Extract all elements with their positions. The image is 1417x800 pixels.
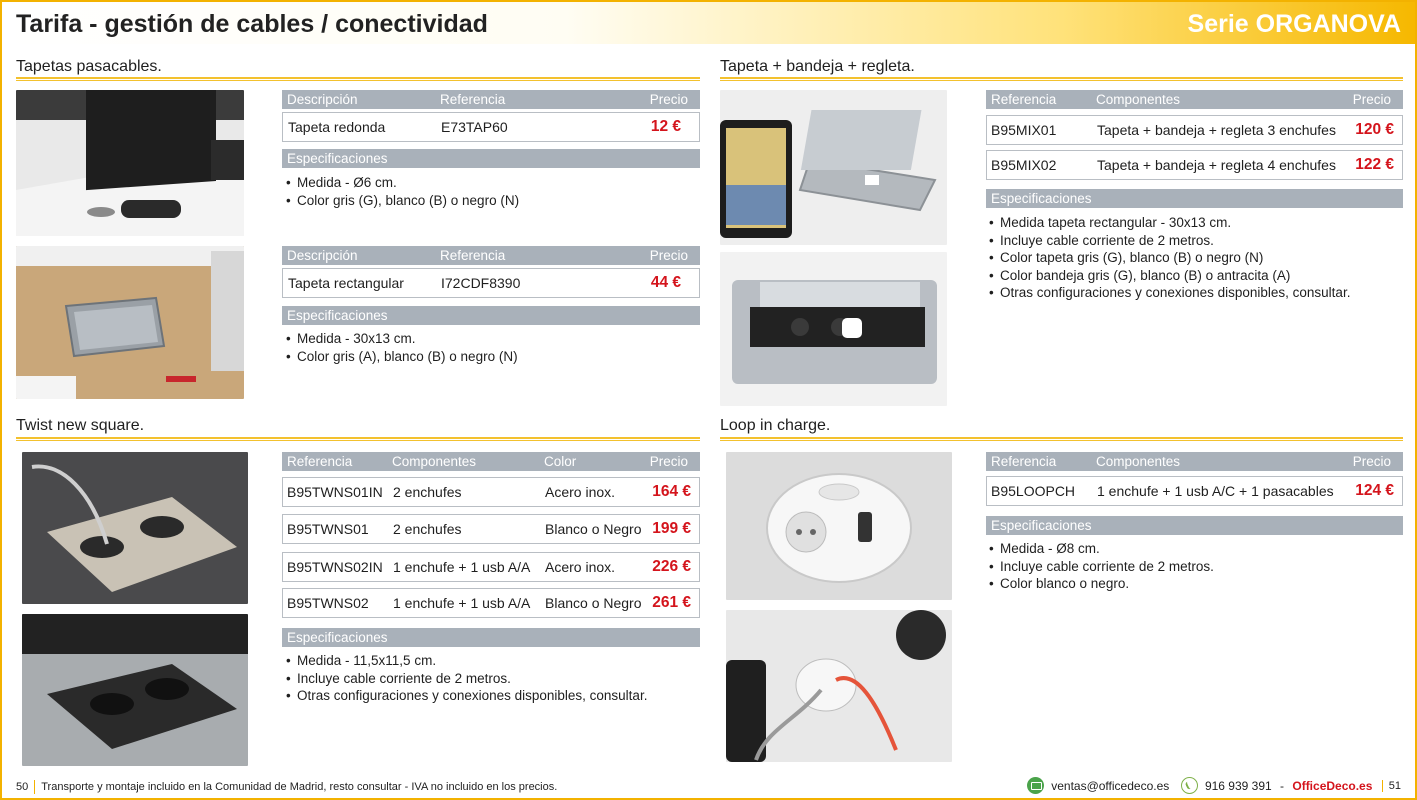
footer-brand[interactable]: OfficeDeco.es: [1292, 778, 1373, 793]
cell-referencia: B95MIX01: [991, 122, 1057, 138]
footer-phone[interactable]: 916 939 391: [1204, 778, 1272, 793]
series-title: Serie ORGANOVA: [1187, 10, 1401, 38]
section-rule: [720, 437, 1403, 441]
cell-componentes: Tapeta + bandeja + regleta 4 enchufes: [1097, 157, 1336, 173]
section-rule: [16, 437, 700, 441]
cell-precio: 44 €: [650, 274, 681, 291]
cell-precio: 122 €: [1355, 156, 1394, 173]
col-precio: Precio: [649, 92, 688, 107]
col-componentes: Componentes: [1096, 92, 1181, 107]
page-number-left: 50: [16, 780, 29, 793]
spec-item: • Medida - Ø8 cm.: [989, 540, 1214, 558]
page-number-right: 51: [1382, 780, 1401, 792]
spec-list: [989, 540, 1214, 593]
spec-item: • Incluye cable corriente de 2 metros.: [989, 558, 1214, 576]
cell-precio: 226 €: [652, 558, 691, 575]
cell-referencia: I72CDF8390: [441, 275, 521, 291]
spec-item: • Otras configuraciones y conexiones disponibles, consultar.: [286, 687, 647, 705]
spec-item: • Color blanco o negro.: [989, 575, 1214, 593]
cell-precio: 164 €: [652, 483, 691, 500]
photo-round-grommet: [16, 90, 244, 236]
section-title-twist: Twist new square.: [16, 417, 145, 434]
footer-note: Transporte y montaje incluido en la Comunidad de Madrid, resto consultar - IVA no incluido en los precios.: [41, 780, 558, 793]
cell-componentes: Tapeta + bandeja + regleta 3 enchufes: [1097, 122, 1336, 138]
col-referencia: Referencia: [287, 454, 353, 469]
spec-item: • Medida - 11,5x11,5 cm.: [286, 652, 647, 670]
photo-twist-black: [22, 614, 248, 766]
col-color: Color: [544, 454, 577, 469]
cell-componentes: 2 enchufes: [393, 484, 462, 500]
cell-referencia: B95MIX02: [991, 157, 1057, 173]
col-descripcion: Descripción: [287, 92, 358, 107]
cell-componentes: 2 enchufes: [393, 521, 462, 537]
email-icon: [1027, 777, 1044, 794]
table-row: [282, 477, 700, 507]
spec-item: • Color tapeta gris (G), blanco (B) o negro (N): [989, 249, 1350, 267]
spec-list: [989, 214, 1350, 302]
cell-descripcion: Tapeta rectangular: [288, 275, 404, 291]
col-referencia: Referencia: [991, 92, 1057, 107]
spec-list: [286, 174, 519, 209]
section-rule: [720, 77, 1403, 81]
footer-divider: [34, 780, 35, 794]
spec-item: • Medida tapeta rectangular - 30x13 cm.: [989, 214, 1350, 232]
cell-referencia: B95TWNS02IN: [287, 559, 383, 575]
col-componentes: Componentes: [392, 454, 477, 469]
table-header: [282, 90, 700, 109]
spec-list: [286, 652, 647, 705]
cell-color: Acero inox.: [545, 559, 616, 575]
col-precio: Precio: [649, 248, 688, 263]
footer-right: [1027, 777, 1401, 794]
spec-item: • Color gris (A), blanco (B) o negro (N): [286, 348, 518, 366]
table-row: [986, 115, 1403, 145]
spec-item: • Medida - Ø6 cm.: [286, 174, 519, 192]
table-row: [282, 268, 700, 298]
cell-componentes: 1 enchufe + 1 usb A/A: [393, 595, 531, 611]
table-header: [282, 452, 700, 471]
col-precio: Precio: [1352, 454, 1391, 469]
footer-separator: -: [1280, 778, 1285, 793]
photo-twist-steel: [22, 452, 248, 604]
cell-color: Blanco o Negro: [545, 595, 642, 611]
spec-header: Especificaciones: [282, 628, 700, 647]
spec-item: • Medida - 30x13 cm.: [286, 330, 518, 348]
spec-header: Especificaciones: [282, 149, 700, 168]
photo-loop-top: [726, 452, 952, 600]
spec-item: • Otras configuraciones y conexiones disponibles, consultar.: [989, 284, 1350, 302]
cell-referencia: B95TWNS01: [287, 521, 369, 537]
photo-mix-tablet: [720, 90, 947, 245]
cell-referencia: E73TAP60: [441, 119, 508, 135]
page-header: [2, 2, 1415, 44]
cell-referencia: B95LOOPCH: [991, 483, 1076, 499]
cell-precio: 199 €: [652, 520, 691, 537]
section-title-loop: Loop in charge.: [720, 417, 831, 434]
col-precio: Precio: [649, 454, 688, 469]
photo-mix-socket: [720, 252, 947, 406]
table-header: [986, 452, 1403, 471]
phone-icon: [1181, 777, 1198, 794]
table-header: [986, 90, 1403, 109]
table-row: [986, 476, 1403, 506]
section-rule: [16, 77, 700, 81]
col-precio: Precio: [1352, 92, 1391, 107]
cell-precio: 12 €: [650, 118, 681, 135]
spec-item: • Color gris (G), blanco (B) o negro (N): [286, 192, 519, 210]
photo-rect-grommet: [16, 246, 244, 399]
cell-componentes: 1 enchufe + 1 usb A/C + 1 pasacables: [1097, 483, 1334, 499]
spec-list: [286, 330, 518, 365]
spec-header: Especificaciones: [986, 189, 1403, 208]
cell-precio: 120 €: [1355, 121, 1394, 138]
table-row: [282, 552, 700, 582]
table-header: [282, 246, 700, 265]
section-title-mix: Tapeta + bandeja + regleta.: [720, 58, 915, 75]
col-componentes: Componentes: [1096, 454, 1181, 469]
cell-precio: 124 €: [1355, 482, 1394, 499]
table-row: [282, 588, 700, 618]
cell-color: Acero inox.: [545, 484, 616, 500]
col-referencia: Referencia: [440, 248, 506, 263]
photo-loop-phone: [726, 610, 952, 762]
table-row: [986, 150, 1403, 180]
cell-color: Blanco o Negro: [545, 521, 642, 537]
cell-componentes: 1 enchufe + 1 usb A/A: [393, 559, 531, 575]
spec-header: Especificaciones: [282, 306, 700, 325]
section-title-tapetas: Tapetas pasacables.: [16, 58, 162, 75]
col-descripcion: Descripción: [287, 248, 358, 263]
table-row: [282, 112, 700, 142]
spec-item: • Incluye cable corriente de 2 metros.: [286, 670, 647, 688]
spec-item: • Incluye cable corriente de 2 metros.: [989, 232, 1350, 250]
table-row: [282, 514, 700, 544]
col-referencia: Referencia: [991, 454, 1057, 469]
cell-referencia: B95TWNS01IN: [287, 484, 383, 500]
spec-item: • Color bandeja gris (G), blanco (B) o antracita (A): [989, 267, 1350, 285]
col-referencia: Referencia: [440, 92, 506, 107]
page-title: Tarifa - gestión de cables / conectividad: [16, 10, 488, 38]
cell-descripcion: Tapeta redonda: [288, 119, 386, 135]
footer-left: [16, 780, 557, 794]
cell-referencia: B95TWNS02: [287, 595, 369, 611]
cell-precio: 261 €: [652, 594, 691, 611]
footer-email[interactable]: ventas@officedeco.es: [1051, 778, 1170, 793]
spec-header: Especificaciones: [986, 516, 1403, 535]
